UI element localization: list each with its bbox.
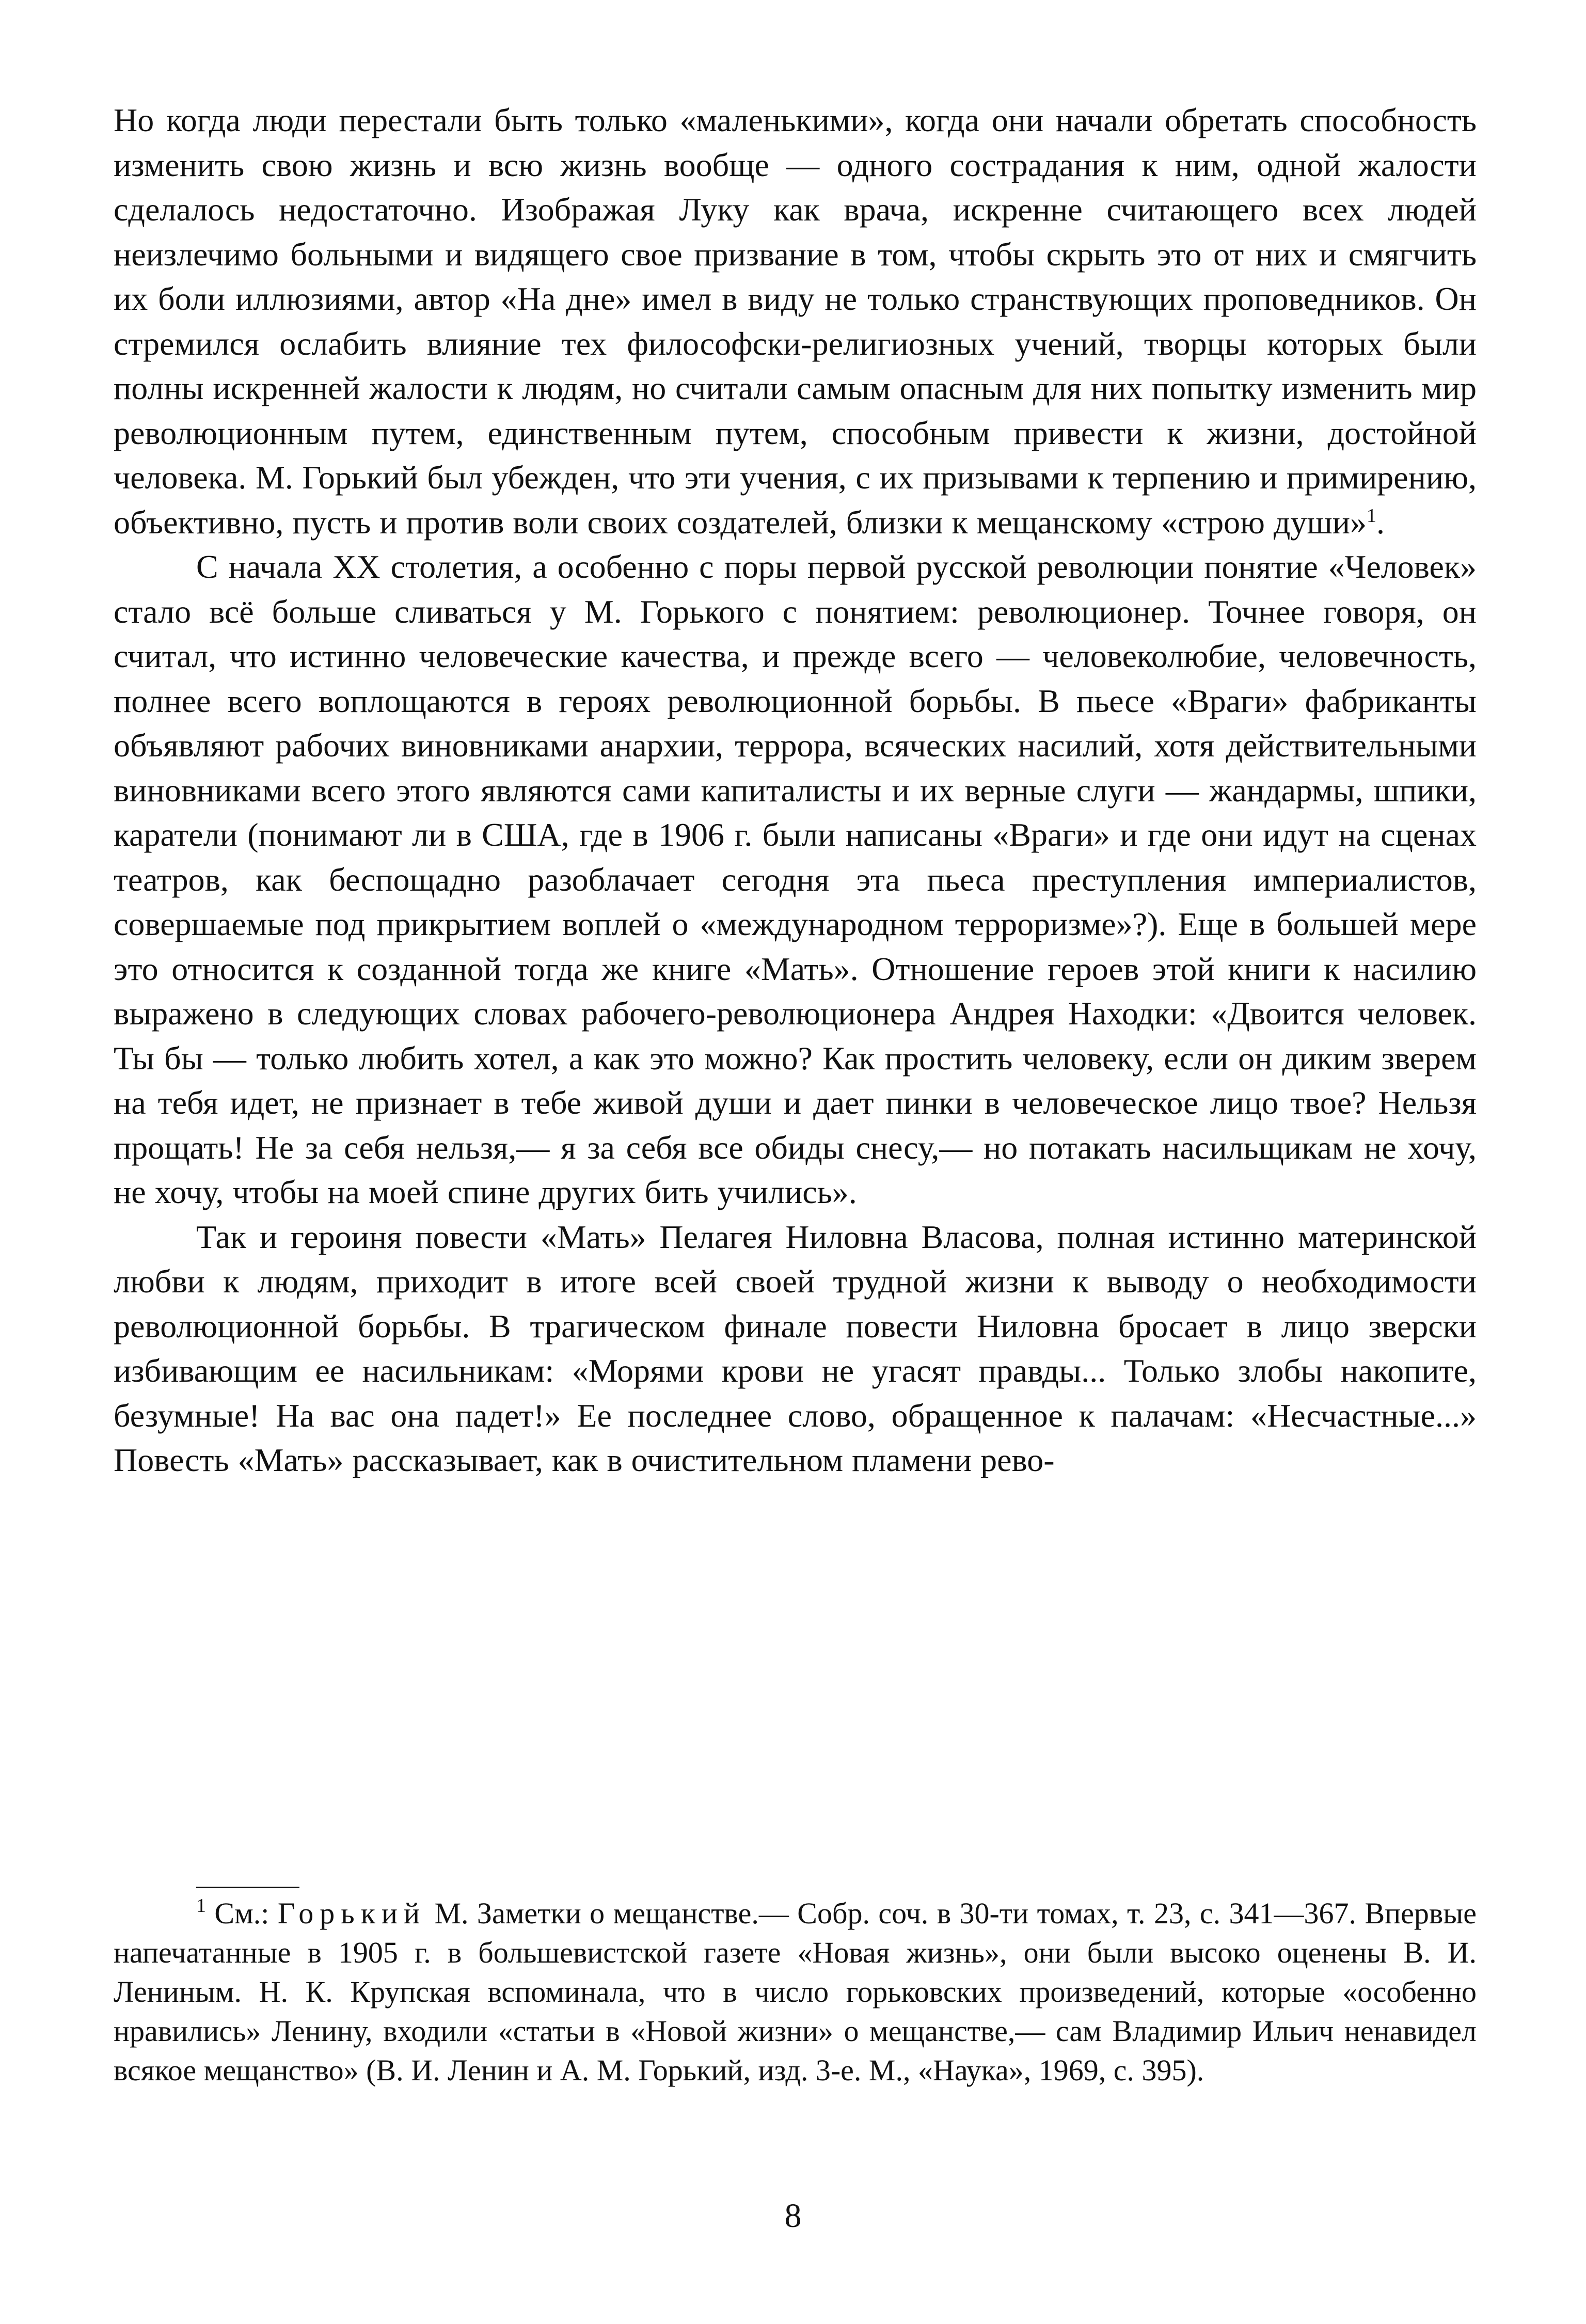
paragraph-1 [114, 98, 1477, 545]
footnote-body: М. Заметки о мещанстве.— Собр. соч. в 30-ти томах, т. 23, с. 341—367. Впервые напечатанные в 1905 г. в большевистской газете «Новая жизнь», они были высоко оценены В. И. Лениным. Н. К. Крупская вспоминала, что в число горьковских произведений, которые «особенно нравились» Ленину, входили «статьи в «Новой жизни» о мещанстве,— сам Владимир Ильич ненавидел всякое мещанство» (В. И. Ленин и А. М. Горький, изд. 3-е. М., «Наука», 1969, с. 395). [114, 1896, 1477, 2087]
paragraph-1-text: Но когда люди перестали быть только «маленькими», когда они начали обретать способность изменить свою жизнь и всю жизнь вообще — одного сострадания к ним, одной жалости сделалось недостаточно. Изображая Луку как врача, искренне считающего всех людей неизлечимо больными и видящего свое призвание в том, чтобы скрыть это от них и смягчить их боли иллюзиями, автор «На дне» имел в виду не только странствующих проповедников. Он стремился ослабить влияние тех философски-религиозных учений, творцы которых были полны искренней жалости к людям, но считали самым опасным для них попытку изменить мир революционным путем, единственным путем, способным привести к жизни, достойной человека. М. Горький был убежден, что эти учения, с их призывами к терпению и примирению, объективно, пусть и против воли своих создателей, близки к мещанскому «строю души» [114, 102, 1477, 541]
page-number: 8 [784, 2197, 802, 2235]
footnote [114, 1894, 1477, 2090]
paragraph-3: Так и героиня повести «Мать» Пелагея Ниловна Власова, полная истинно материнской любви к людям, приходит в итоге всей своей трудной жизни к выводу о необходимости революционной борьбы. В трагическом финале повести Ниловна бросает в лицо зверски избивающим ее насильникам: «Морями крови не угасят правды... Только злобы накопите, безумные! На вас она падет!» Ее последнее слово, обращенное к палачам: «Несчастные...» Повесть «Мать» рассказывает, как в очистительном пламени рево- [114, 1218, 1477, 1478]
paragraph-2: С начала XX столетия, а особенно с поры первой русской революции понятие «Человек» стало всё больше сливаться у М. Горького с понятием: революционер. Точнее говоря, он считал, что истинно человеческие качества, и прежде всего — человеколюбие, человечность, полнее всего воплощаются в героях революционной борьбы. В пьесе «Враги» фабриканты объявляют рабочих виновниками анархии, террора, всяческих насилий, хотя действительными виновниками всего этого являются сами капиталисты и их верные слуги — жандармы, шпики, каратели (понимают ли в США, где в 1906 г. были написаны «Враги» и где они идут на сценах театров, как беспощадно разоблачает сегодня эта пьеса преступления империалистов, совершаемые под прикрытием воплей о «международном терроризме»?). Еще в большей мере это относится к созданной тогда же книге «Мать». Отношение героев этой книги к насилию выражено в следующих словах рабочего-революционера Андрея Находки: «Двоится человек. Ты бы — только любить хотел, а как это можно? Как простить человеку, если он диким зверем на тебя идет, не признает в тебе живой души и дает пинки в человеческое лицо твое? Нельзя прощать! Не за себя нельзя,— я за себя все обиды снесу,— но потакать насильщикам не хочу, не хочу, чтобы на моей спине других бить учились». [114, 548, 1477, 1210]
main-text [114, 98, 1477, 1483]
footnote-divider [196, 1887, 299, 1888]
footnote-marker: 1 [196, 1895, 206, 1917]
footnote-author: Горький [277, 1896, 426, 1930]
footnote-see: См.: [214, 1896, 269, 1930]
footnote-reference: 1 [1367, 504, 1376, 527]
footnote-text [114, 1894, 1477, 2090]
paragraph-1-end: . [1376, 503, 1385, 541]
